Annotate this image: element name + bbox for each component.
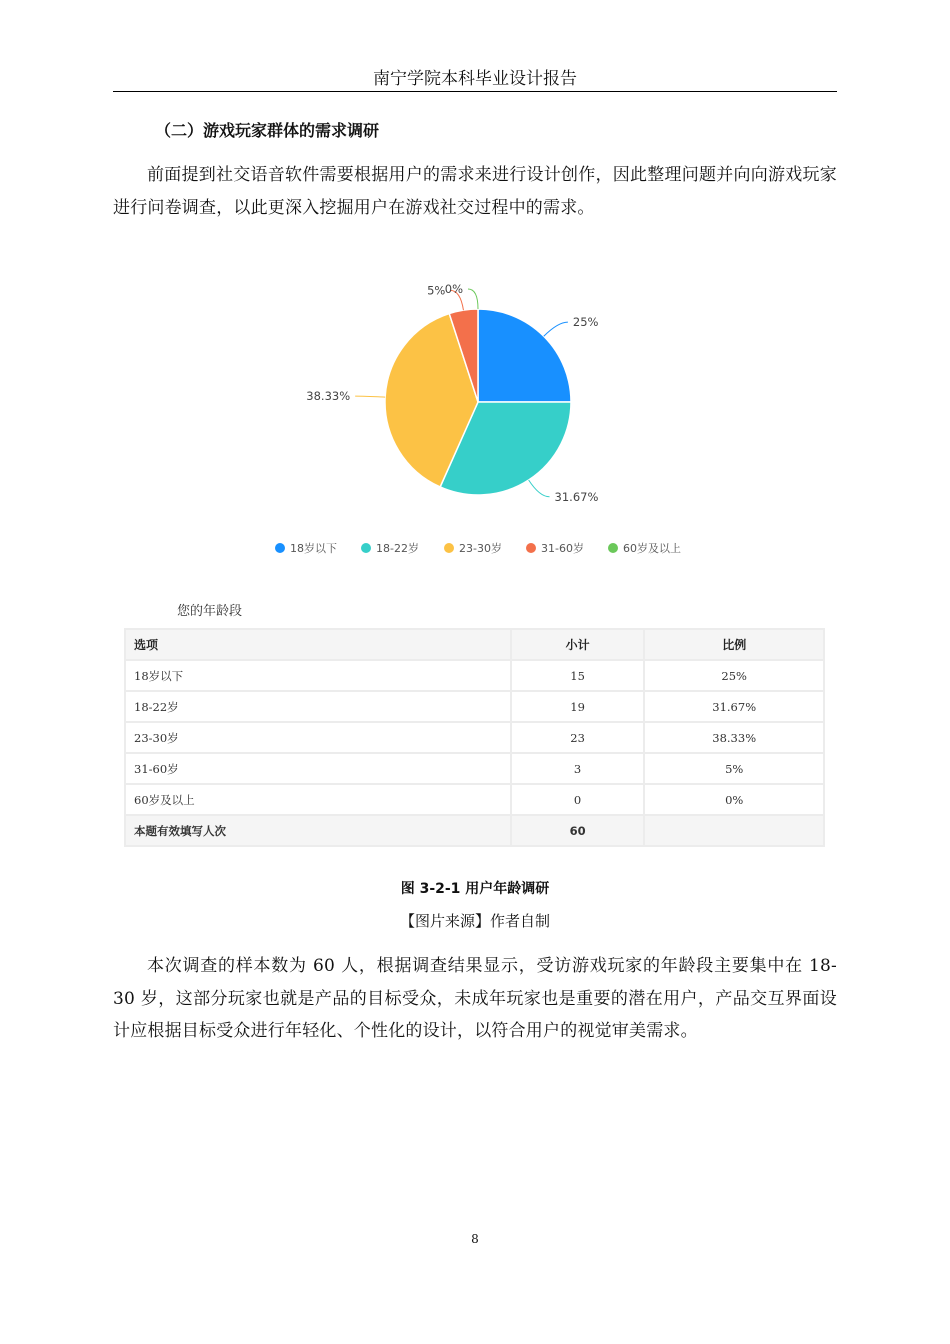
table-total-row <box>125 815 824 846</box>
pie-slice-0 <box>478 309 571 402</box>
row-count: 0 <box>511 784 645 815</box>
legend-item-0 <box>275 541 337 555</box>
table-header-row <box>125 629 824 660</box>
legend-label-1: 18-22岁 <box>376 542 419 555</box>
row-ratio: 31.67% <box>644 691 824 722</box>
legend-dot-0 <box>275 543 285 553</box>
paragraph-intro: 前面提到社交语音软件需要根据用户的需求来进行设计创作，因此整理问题并向向游戏玩家进行问卷调查，以此更深入挖掘用户在游戏社交过程中的需求。 <box>113 165 837 218</box>
section-title: （二）游戏玩家群体的需求调研 <box>155 121 380 140</box>
row-ratio: 5% <box>644 753 824 784</box>
legend-dot-3 <box>526 543 536 553</box>
pie-label-1: 31.67% <box>554 489 599 504</box>
row-option: 18岁以下 <box>125 660 511 691</box>
paragraph-conclusion: 本次调查的样本数为 60 人，根据调查结果显示，受访游戏玩家的年龄段主要集中在 18-30 岁，这部分玩家也就是产品的目标受众，未成年玩家也是重要的潜在用户，产品交互界面设计应根据目标受众进行年轻化、个性化的设计，以符合用户的视觉审美需求。 <box>113 956 837 1041</box>
total-empty <box>644 815 824 846</box>
legend-dot-4 <box>608 543 618 553</box>
row-ratio: 38.33% <box>644 722 824 753</box>
legend-dot-1 <box>361 543 371 553</box>
row-option: 23-30岁 <box>125 722 511 753</box>
pie-label-4: 0% <box>444 282 463 296</box>
pie-leader-0 <box>544 322 568 336</box>
age-table <box>124 628 825 847</box>
total-label: 本题有效填写人次 <box>125 815 511 846</box>
row-option: 18-22岁 <box>125 691 511 722</box>
figure-source: 【图片来源】作者自制 <box>399 912 550 930</box>
figure-caption: 图 3-2-1 用户年龄调研 <box>400 881 550 897</box>
pie-label-3: 5% <box>427 283 446 298</box>
legend-label-3: 31-60岁 <box>541 542 584 555</box>
legend-label-0: 18岁以下 <box>290 542 337 555</box>
header-option: 选项 <box>125 629 511 660</box>
pie-leader-2 <box>355 396 385 397</box>
pie-chart-svg <box>113 265 837 575</box>
row-option: 60岁及以上 <box>125 784 511 815</box>
table-row <box>125 722 824 753</box>
row-option: 31-60岁 <box>125 753 511 784</box>
pie-leader-1 <box>529 480 550 497</box>
header-ratio: 比例 <box>644 629 824 660</box>
row-count: 19 <box>511 691 645 722</box>
table-row <box>125 660 824 691</box>
header-count: 小计 <box>511 629 645 660</box>
age-pie-chart <box>113 265 837 575</box>
pie-label-0: 25% <box>572 315 599 330</box>
legend-item-4 <box>608 541 681 555</box>
legend-item-3 <box>526 541 584 555</box>
legend-label-4: 60岁及以上 <box>623 542 681 555</box>
table-row <box>125 691 824 722</box>
pie-leader-4 <box>468 289 478 309</box>
legend-dot-2 <box>444 543 454 553</box>
row-count: 23 <box>511 722 645 753</box>
legend-label-2: 23-30岁 <box>459 542 502 555</box>
header-rule <box>113 91 837 92</box>
page-number: 8 <box>471 1232 479 1246</box>
table-title: 您的年龄段 <box>177 604 243 619</box>
pie-label-2: 38.33% <box>306 389 351 404</box>
page-header: 南宁学院本科毕业设计报告 <box>373 69 577 89</box>
row-count: 15 <box>511 660 645 691</box>
table-row <box>125 753 824 784</box>
legend-item-2 <box>444 541 502 555</box>
row-ratio: 0% <box>644 784 824 815</box>
row-ratio: 25% <box>644 660 824 691</box>
total-count: 60 <box>511 815 645 846</box>
legend-item-1 <box>361 541 419 555</box>
row-count: 3 <box>511 753 645 784</box>
table-row <box>125 784 824 815</box>
